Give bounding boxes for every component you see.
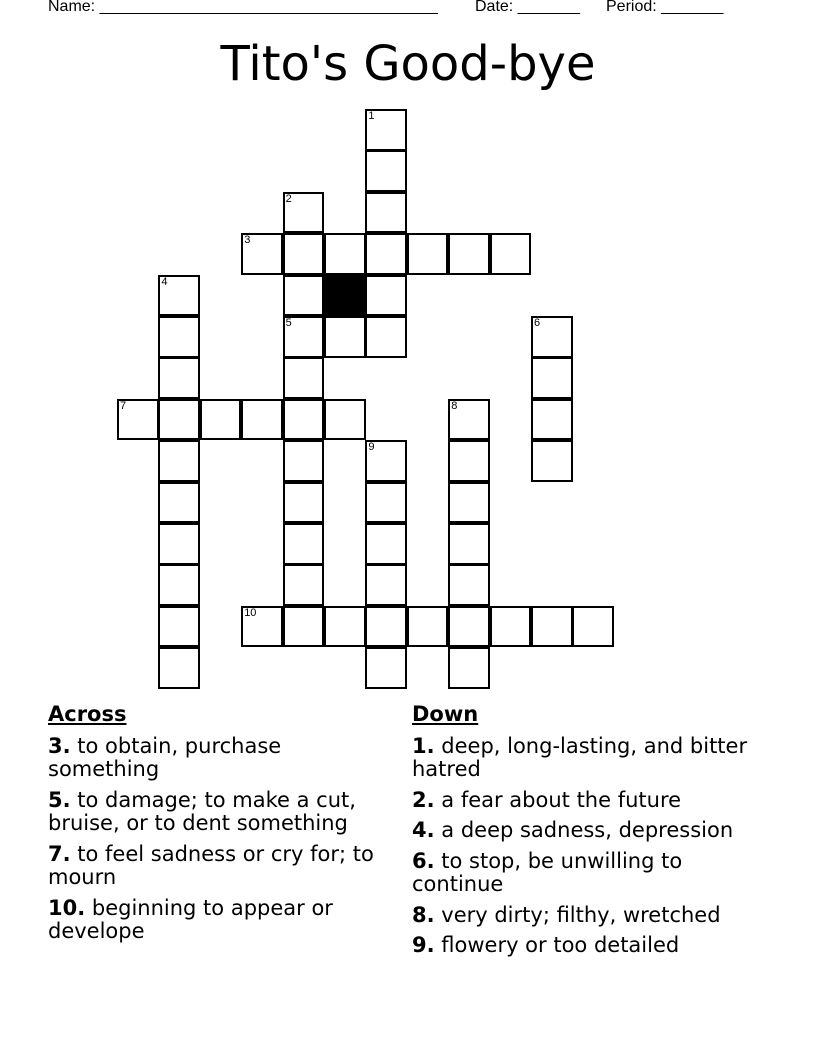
grid-cell[interactable] — [365, 150, 407, 192]
grid-cell[interactable] — [324, 233, 366, 275]
grid-cell[interactable] — [158, 523, 200, 565]
grid-cell[interactable] — [158, 399, 200, 441]
grid-cell[interactable] — [158, 606, 200, 648]
grid-cell[interactable] — [572, 606, 614, 648]
clue-across-3: 3. to obtain, purchase something — [48, 733, 282, 781]
grid-cell[interactable] — [241, 606, 283, 648]
grid-cell[interactable] — [283, 564, 325, 606]
grid-cell[interactable] — [407, 606, 449, 648]
clue-number: 5 — [285, 317, 292, 329]
page-title: Tito's Good-bye — [220, 36, 596, 92]
grid-cell[interactable] — [283, 482, 325, 524]
clue-down-6: 6. to stop, be unwilling to continue — [412, 848, 683, 896]
grid-cell[interactable] — [158, 482, 200, 524]
clue-number: 4 — [161, 275, 168, 288]
clue-number: 1 — [368, 110, 375, 122]
clue-number: 10 — [244, 606, 257, 619]
clue-number: 3 — [244, 234, 251, 247]
clue-down-1: 1. deep, long-lasting, and bitter hatred — [412, 733, 748, 781]
grid-cell[interactable] — [531, 399, 573, 441]
grid-cell[interactable] — [158, 275, 200, 317]
grid-cell[interactable] — [365, 482, 407, 524]
grid-cell[interactable] — [365, 192, 407, 234]
grid-cell[interactable] — [490, 606, 532, 648]
grid-cell[interactable] — [448, 399, 490, 441]
clue-down-9: 9. flowery or too detailed — [412, 933, 680, 957]
grid-cell-blocked — [324, 275, 366, 317]
clue-number: 9 — [368, 441, 375, 454]
grid-cell[interactable] — [490, 233, 532, 275]
grid-cell[interactable] — [158, 440, 200, 482]
grid-cell[interactable] — [158, 564, 200, 606]
grid-cell[interactable] — [365, 440, 407, 482]
clue-number: 2 — [285, 192, 292, 205]
grid-cell[interactable] — [531, 316, 573, 358]
grid-cell[interactable] — [365, 109, 407, 151]
clue-across-5: 5. to damage; to make a cut, bruise, or to dent something — [48, 787, 356, 835]
grid-cell[interactable] — [241, 233, 283, 275]
grid-cell[interactable] — [448, 233, 490, 275]
grid-cell[interactable] — [200, 399, 242, 441]
across-clues — [48, 703, 388, 951]
grid-cell[interactable] — [365, 233, 407, 275]
grid-cell[interactable] — [324, 316, 366, 358]
grid-cell[interactable] — [407, 233, 449, 275]
grid-cell[interactable] — [365, 275, 407, 317]
clue-down-2: 2. a fear about the future — [412, 787, 682, 812]
grid-cell[interactable] — [365, 316, 407, 358]
grid-cell[interactable] — [283, 606, 325, 648]
grid-cell[interactable] — [448, 606, 490, 648]
grid-cell[interactable] — [365, 606, 407, 648]
grid-cell[interactable] — [117, 399, 159, 441]
grid-cell[interactable] — [158, 316, 200, 358]
across-heading: Across — [48, 702, 127, 726]
clue-across-10: 10. beginning to appear or develope — [48, 895, 333, 943]
grid-cell[interactable] — [283, 399, 325, 441]
down-heading: Down — [412, 702, 479, 726]
grid-cell[interactable] — [324, 606, 366, 648]
grid-cell[interactable] — [531, 440, 573, 482]
grid-cell[interactable] — [448, 523, 490, 565]
grid-cell[interactable] — [283, 523, 325, 565]
grid-cell[interactable] — [158, 357, 200, 399]
down-clues — [412, 703, 762, 965]
clue-number: 8 — [451, 399, 458, 412]
grid-cell[interactable] — [448, 440, 490, 482]
grid-cell[interactable] — [531, 606, 573, 648]
grid-cell[interactable] — [283, 357, 325, 399]
date-field[interactable]: Date: _______ — [475, 0, 580, 15]
grid-cell[interactable] — [241, 399, 283, 441]
grid-cell[interactable] — [448, 564, 490, 606]
grid-cell[interactable] — [448, 647, 490, 689]
grid-cell[interactable] — [448, 482, 490, 524]
clue-across-7: 7. to feel sadness or cry for; to mourn — [48, 841, 374, 889]
grid-cell[interactable] — [365, 523, 407, 565]
clue-number: 7 — [120, 399, 127, 412]
grid-cell[interactable] — [531, 357, 573, 399]
grid-cell[interactable] — [283, 440, 325, 482]
grid-cell[interactable] — [283, 233, 325, 275]
name-field[interactable]: Name: ______________________________________ — [48, 0, 438, 15]
clue-down-8: 8. very dirty; filthy, wretched — [412, 902, 721, 927]
grid-cell[interactable] — [158, 647, 200, 689]
grid-cell[interactable] — [283, 275, 325, 317]
grid-cell[interactable] — [365, 647, 407, 689]
grid-cell[interactable] — [324, 399, 366, 441]
clue-down-4: 4. a deep sadness, depression — [412, 818, 734, 842]
grid-cell[interactable] — [283, 316, 325, 358]
period-field[interactable]: Period: _______ — [606, 0, 724, 15]
clue-number: 6 — [534, 317, 541, 329]
grid-cell[interactable] — [283, 192, 325, 234]
grid-cell[interactable] — [365, 564, 407, 606]
